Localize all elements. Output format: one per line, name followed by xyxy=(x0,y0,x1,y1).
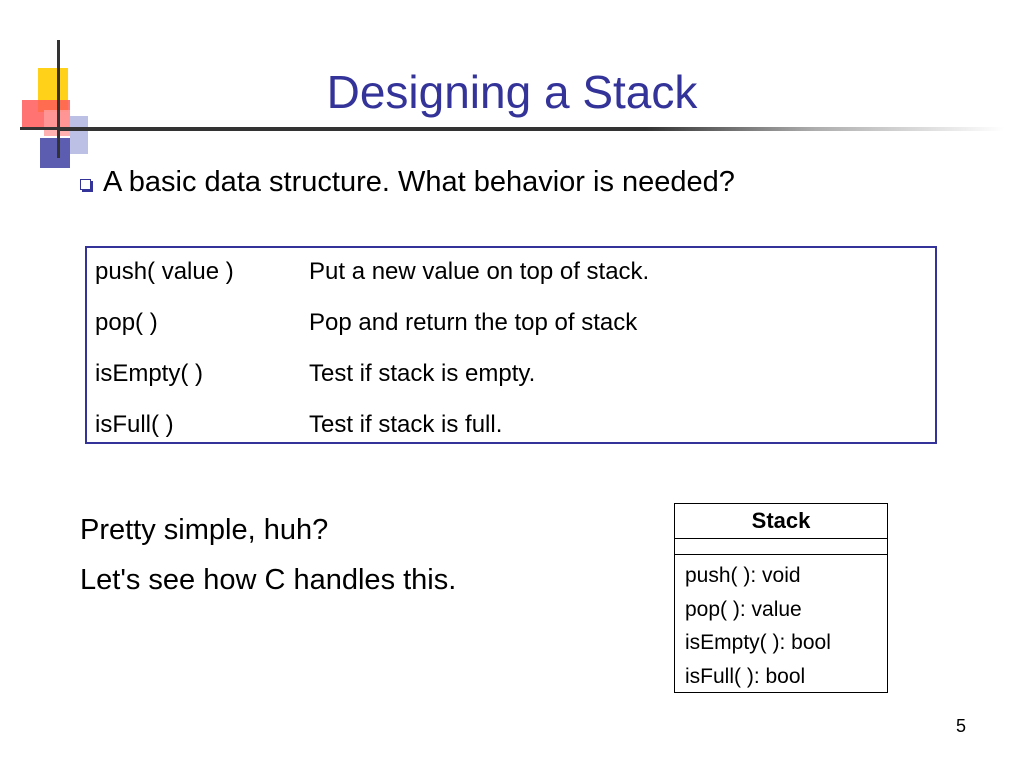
method-name: pop( ) xyxy=(95,309,158,336)
uml-operation: isEmpty( ): bool xyxy=(685,631,831,654)
uml-class-diagram xyxy=(674,503,888,693)
bullet-item xyxy=(80,162,735,202)
uml-operation: isFull( ): bool xyxy=(685,664,806,688)
uml-attributes-compartment xyxy=(675,539,887,555)
methods-table xyxy=(85,246,937,444)
page-number: 5 xyxy=(955,716,966,736)
uml-operation: pop( ): value xyxy=(685,597,802,621)
method-description: Test if stack is empty. xyxy=(309,360,536,387)
method-description: Pop and return the top of stack xyxy=(309,309,638,336)
uml-operation: push( ): void xyxy=(685,564,801,587)
method-name: isEmpty( ) xyxy=(95,360,203,387)
method-name: push( value ) xyxy=(95,258,234,285)
slide-title: Designing a Stack xyxy=(326,66,698,118)
method-description: Put a new value on top of stack. xyxy=(309,258,650,285)
body-text-line: Pretty simple, huh? xyxy=(80,514,329,546)
square-bullet-icon xyxy=(80,179,91,190)
body-text-line: Let's see how C handles this. xyxy=(80,564,457,596)
method-description: Test if stack is full. xyxy=(309,411,503,438)
uml-class-name: Stack xyxy=(675,504,887,539)
title-divider xyxy=(60,127,1004,131)
uml-operations-compartment xyxy=(675,555,887,693)
bullet-text: A basic data structure. What behavior is needed? xyxy=(103,166,735,198)
method-name: isFull( ) xyxy=(95,411,174,438)
